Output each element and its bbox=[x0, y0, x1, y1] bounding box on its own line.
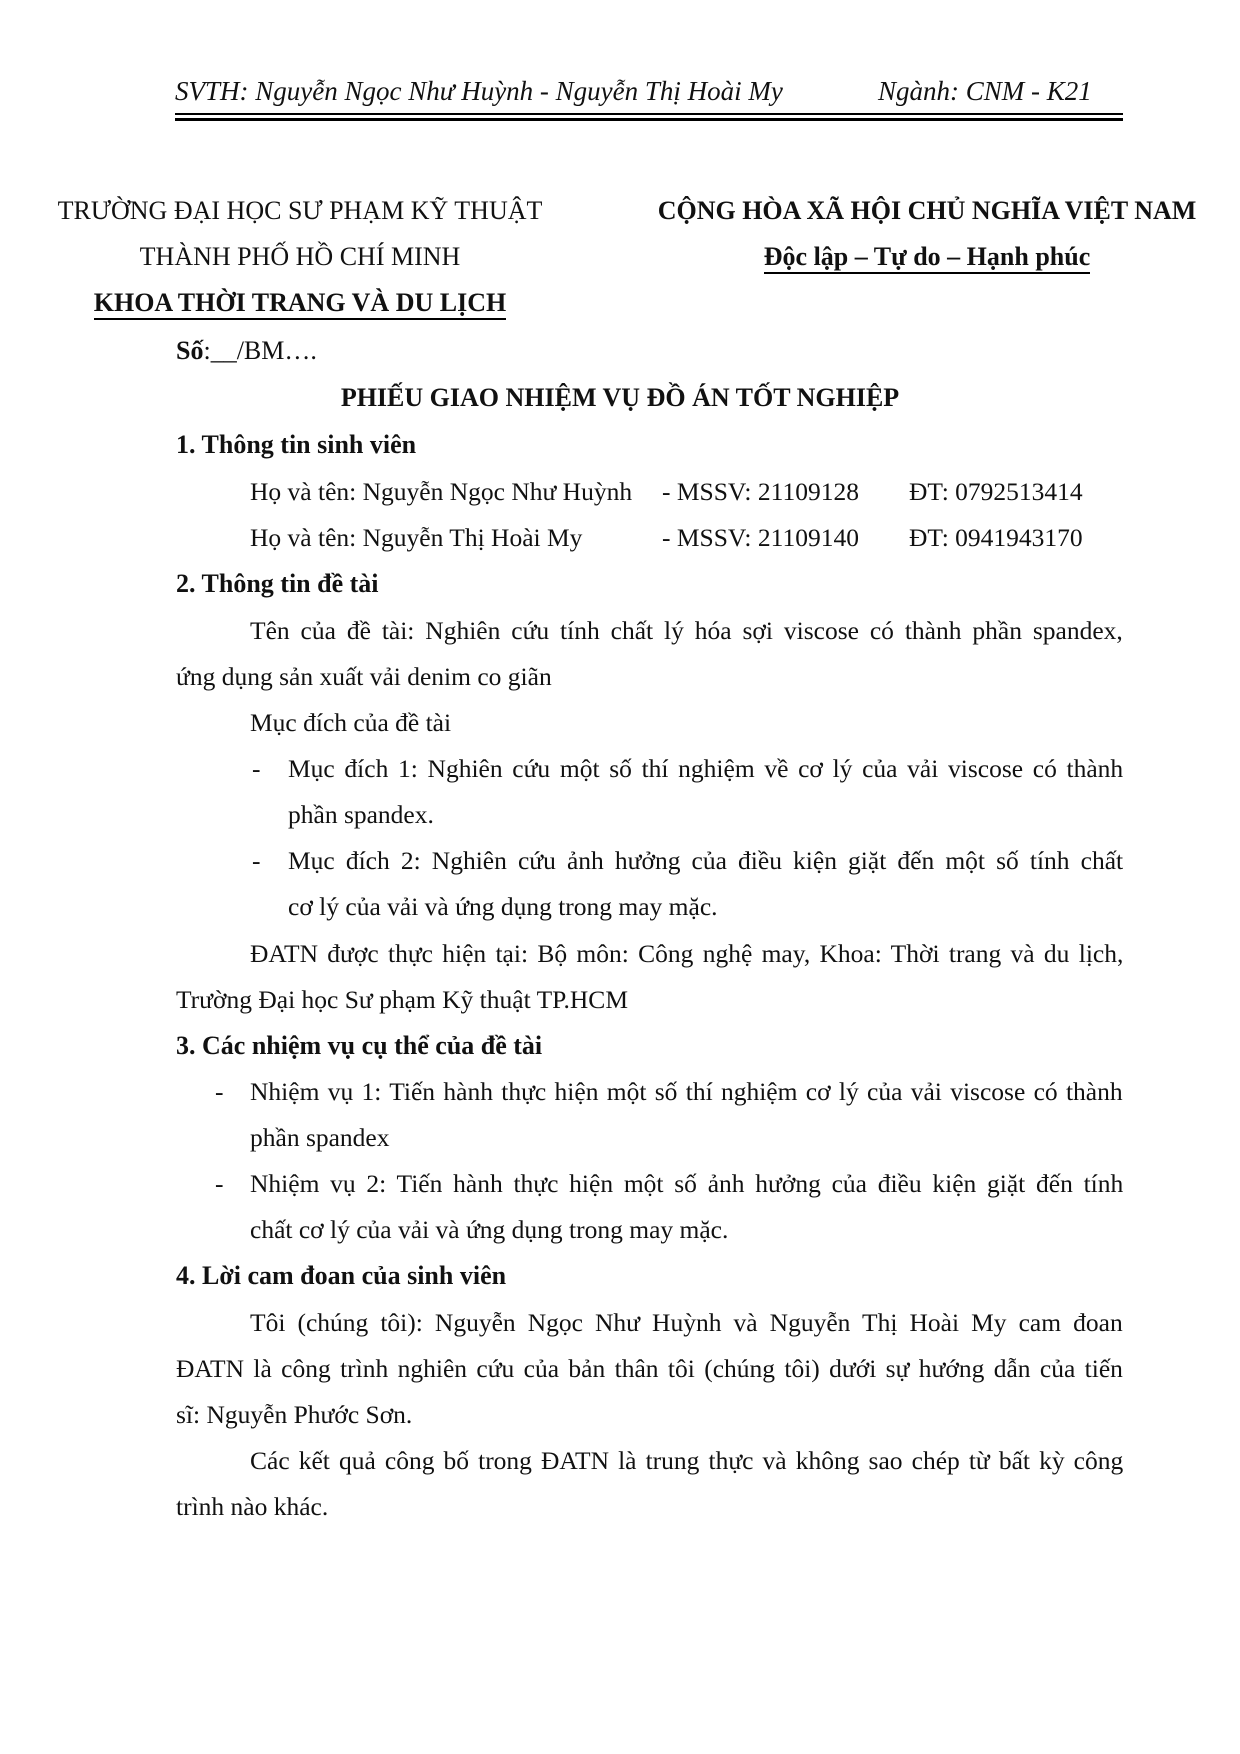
faculty-name-text: KHOA THỜI TRANG VÀ DU LỊCH bbox=[94, 288, 506, 320]
section-2-heading: 2. Thông tin đề tài bbox=[176, 569, 379, 598]
section-1-heading: 1. Thông tin sinh viên bbox=[176, 430, 417, 459]
university-name-line2: THÀNH PHỐ HỒ CHÍ MINH bbox=[139, 242, 461, 271]
student-2-phone: ĐT: 0941943170 bbox=[909, 523, 1083, 552]
purpose-2-line-2: cơ lý của vải và ứng dụng trong may mặc. bbox=[288, 892, 718, 921]
topic-line-2: ứng dụng sản xuất vải denim co giãn bbox=[176, 662, 552, 691]
national-motto-text: Độc lập – Tự do – Hạnh phúc bbox=[764, 242, 1091, 274]
student-1-phone: ĐT: 0792513414 bbox=[909, 477, 1083, 506]
national-motto bbox=[637, 242, 1217, 272]
pledge-p1-line-2: ĐATN là công trình nghiên cứu của bản thân tôi (chúng tôi) dưới sự hướng dẫn của tiến bbox=[176, 1354, 1123, 1383]
task-1-line-1: Nhiệm vụ 1: Tiến hành thực hiện một số thí nghiệm cơ lý của vải viscose có thành bbox=[250, 1077, 1123, 1106]
purpose-1-line-1: Mục đích 1: Nghiên cứu một số thí nghiệm về cơ lý của vải viscose có thành bbox=[288, 754, 1124, 783]
student-2-mssv: - MSSV: 21109140 bbox=[662, 523, 859, 552]
document-title: PHIẾU GIAO NHIỆM VỤ ĐỒ ÁN TỐT NGHIỆP bbox=[340, 383, 900, 412]
faculty-name bbox=[40, 288, 560, 318]
republic-title: CỘNG HÒA XÃ HỘI CHỦ NGHĨA VIỆT NAM bbox=[657, 196, 1197, 225]
pledge-p2-line-2: trình nào khác. bbox=[176, 1492, 329, 1521]
place-line-1: ĐATN được thực hiện tại: Bộ môn: Công nghệ may, Khoa: Thời trang và du lịch, bbox=[250, 939, 1124, 968]
task-2-bullet: - bbox=[215, 1169, 224, 1198]
task-1-line-2: phần spandex bbox=[250, 1123, 390, 1152]
header-students: SVTH: Nguyễn Ngọc Như Huỳnh - Nguyễn Thị Hoài My bbox=[175, 76, 783, 106]
document-number-value: :__/BM…. bbox=[203, 336, 317, 365]
topic-line-1: Tên của đề tài: Nghiên cứu tính chất lý hóa sợi viscose có thành phần spandex, bbox=[250, 616, 1123, 645]
document-number-label: Số bbox=[176, 336, 204, 365]
student-2-name: Họ và tên: Nguyễn Thị Hoài My bbox=[250, 523, 583, 552]
student-1-name: Họ và tên: Nguyễn Ngọc Như Huỳnh bbox=[250, 477, 633, 506]
purpose-1-bullet: - bbox=[252, 754, 261, 783]
section-4-heading: 4. Lời cam đoan của sinh viên bbox=[176, 1261, 507, 1290]
task-2-line-1: Nhiệm vụ 2: Tiến hành thực hiện một số ảnh hưởng của điều kiện giặt đến tính bbox=[250, 1169, 1124, 1198]
university-name-line1: TRƯỜNG ĐẠI HỌC SƯ PHẠM KỸ THUẬT bbox=[57, 196, 543, 225]
purpose-label: Mục đích của đề tài bbox=[250, 708, 452, 737]
student-1-mssv: - MSSV: 21109128 bbox=[662, 477, 859, 506]
header-major: Ngành: CNM - K21 bbox=[878, 76, 1092, 106]
section-3-heading: 3. Các nhiệm vụ cụ thể của đề tài bbox=[176, 1031, 543, 1060]
purpose-2-line-1: Mục đích 2: Nghiên cứu ảnh hưởng của điều kiện giặt đến một số tính chất bbox=[288, 846, 1124, 875]
header-rule-thin bbox=[175, 113, 1123, 115]
task-1-bullet: - bbox=[215, 1077, 224, 1106]
pledge-p1-line-3: sĩ: Nguyễn Phước Sơn. bbox=[176, 1400, 413, 1429]
purpose-2-bullet: - bbox=[252, 846, 261, 875]
task-2-line-2: chất cơ lý của vải và ứng dụng trong may mặc. bbox=[250, 1215, 729, 1244]
pledge-p1-line-1: Tôi (chúng tôi): Nguyễn Ngọc Như Huỳnh và Nguyễn Thị Hoài My cam đoan bbox=[250, 1308, 1123, 1337]
pledge-p2-line-1: Các kết quả công bố trong ĐATN là trung thực và không sao chép từ bất kỳ công bbox=[250, 1446, 1124, 1475]
place-line-2: Trường Đại học Sư phạm Kỹ thuật TP.HCM bbox=[176, 985, 628, 1014]
purpose-1-line-2: phần spandex. bbox=[288, 800, 434, 829]
document-number bbox=[176, 336, 317, 366]
header-rule-thick bbox=[175, 118, 1123, 121]
